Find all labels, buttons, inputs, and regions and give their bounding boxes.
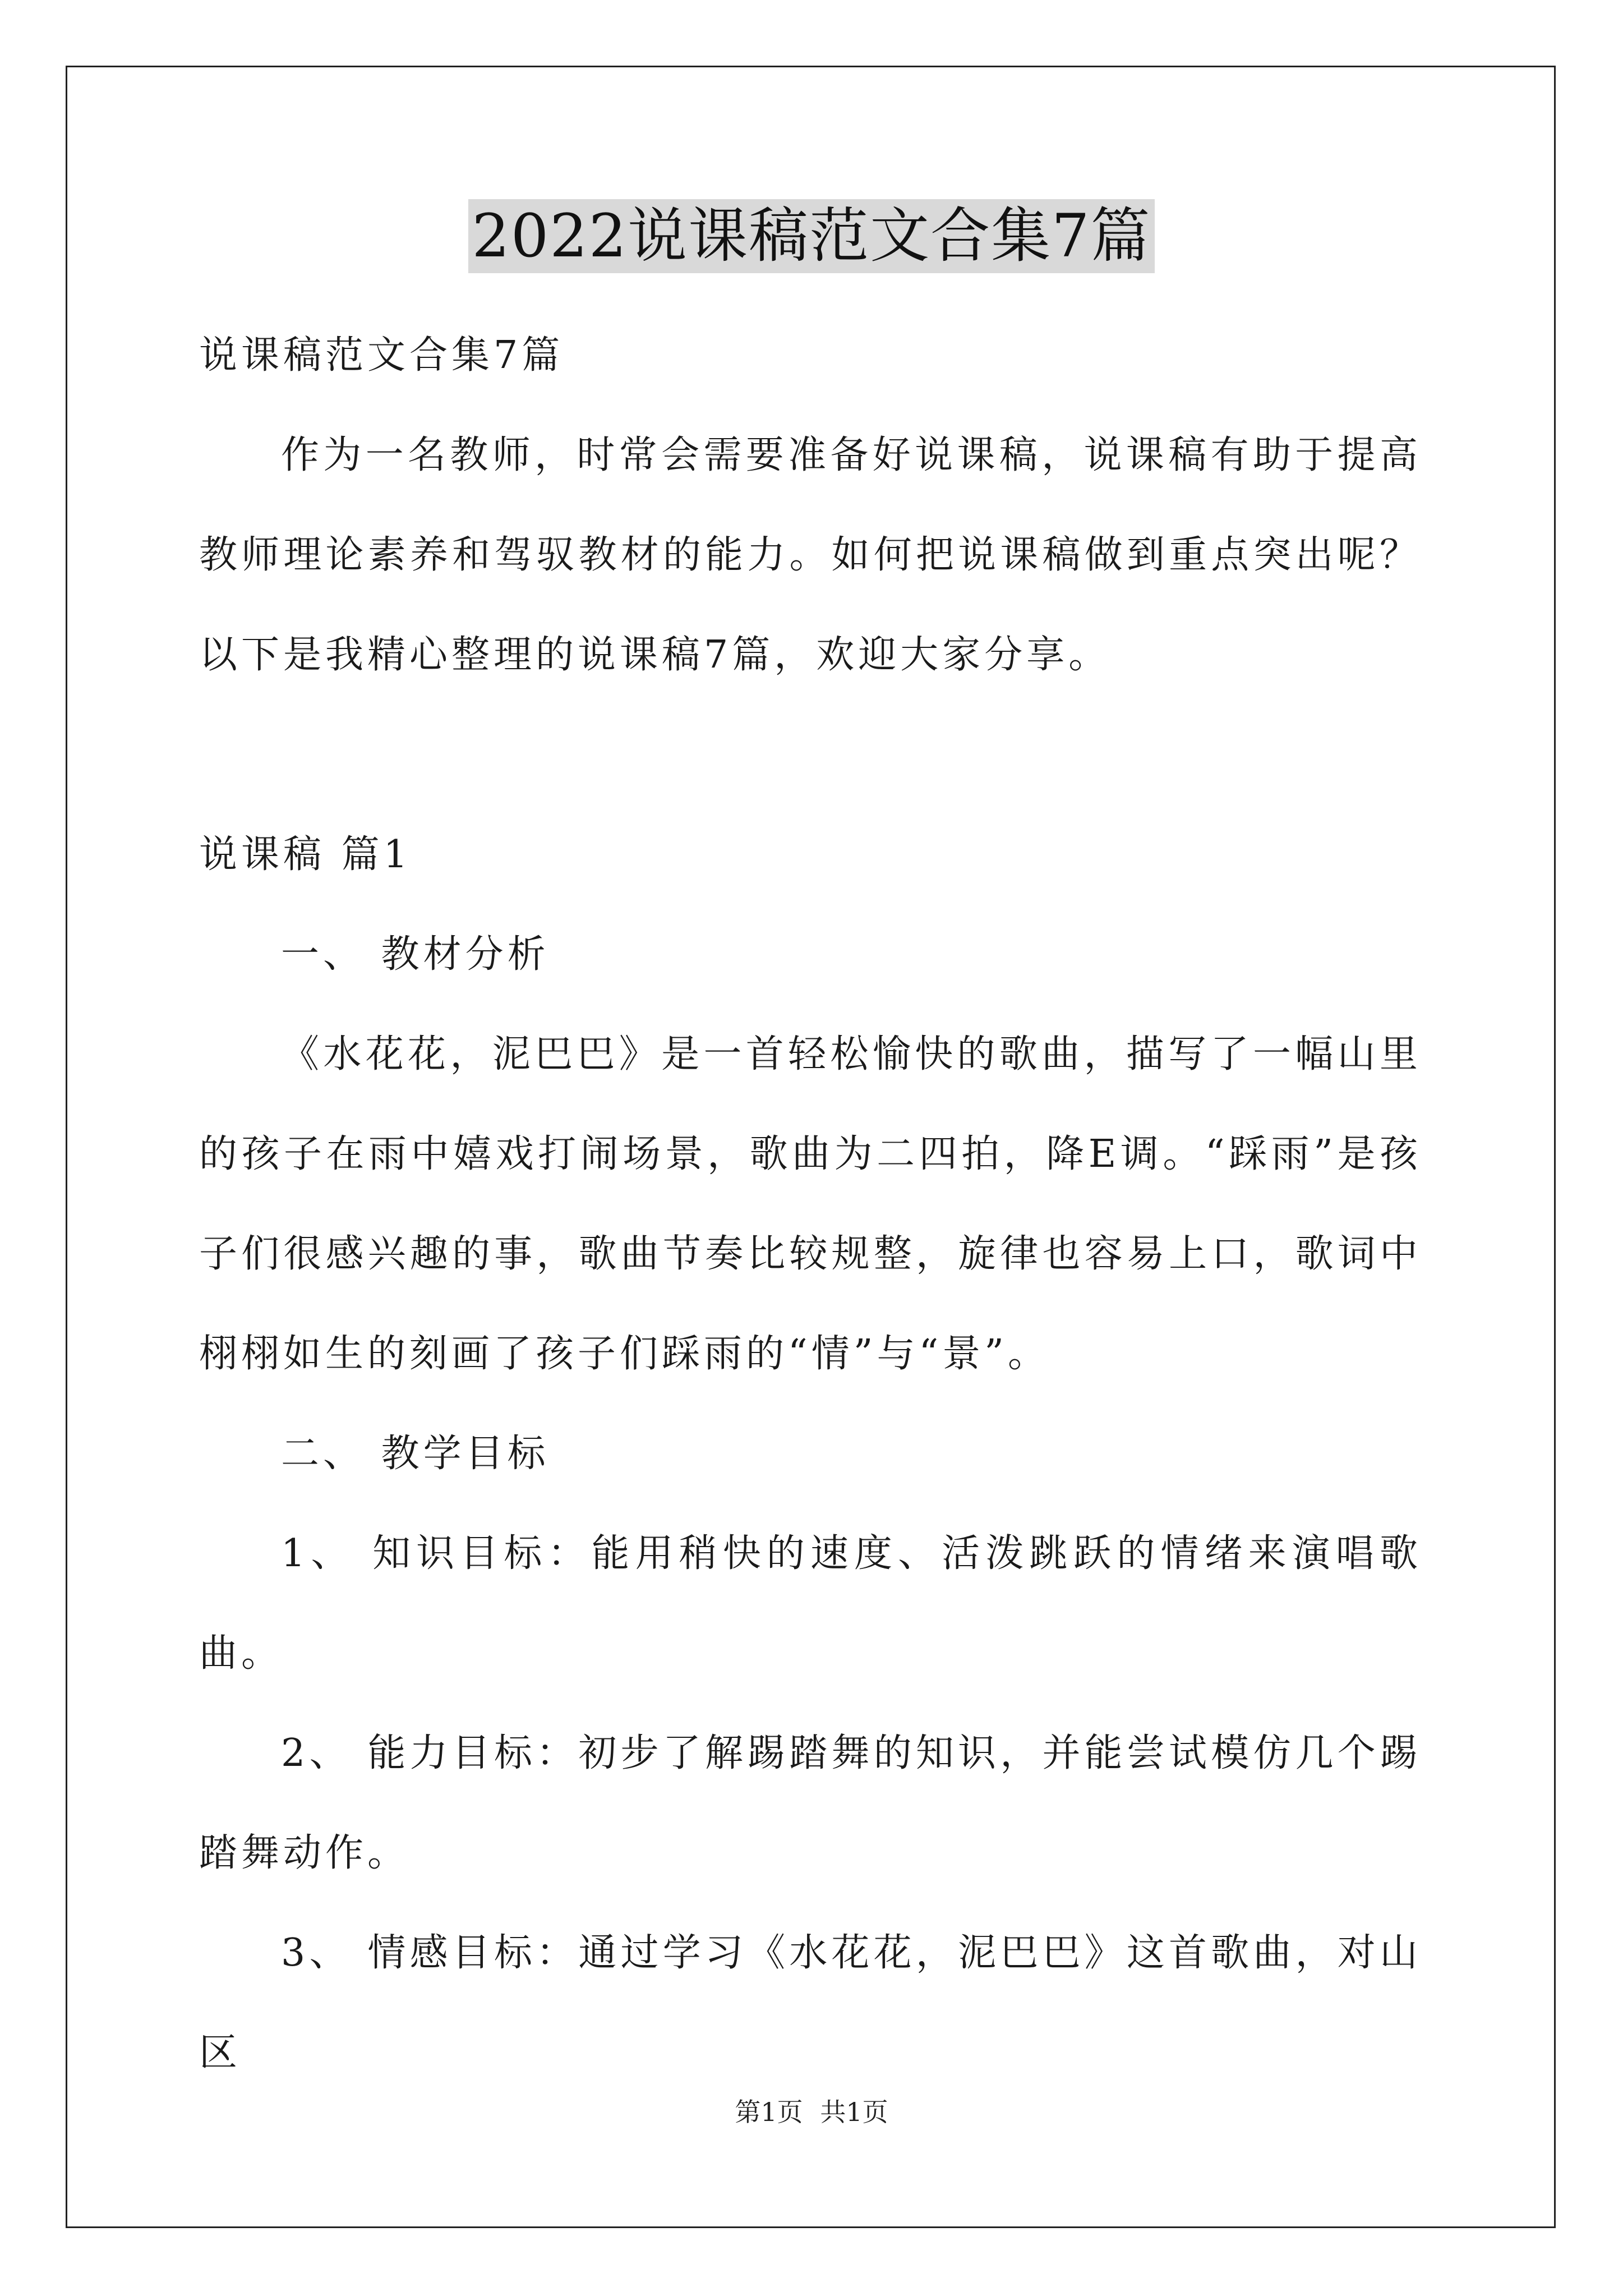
title-container	[0, 199, 1623, 273]
goal-knowledge: 1、 知识目标：能用稍快的速度、活泼跳跃的情绪来演唱歌曲。	[199, 1531, 1422, 1676]
subtitle-line: 说课稿范文合集7篇	[199, 333, 564, 378]
intro-paragraph: 作为一名教师，时常会需要准备好说课稿，说课稿有助于提高教师理论素养和驾驭教材的能力。如何把说课稿做到重点突出呢？以下是我精心整理的说课稿7篇，欢迎大家分享。	[199, 433, 1422, 677]
heading-teaching-goals: 二、 教学目标	[281, 1432, 550, 1476]
page-footer	[0, 2095, 1623, 2129]
section-heading: 说课稿 篇1	[199, 832, 412, 877]
goal-emotion: 3、 情感目标：通过学习《水花花，泥巴巴》这首歌曲，对山区	[199, 1931, 1422, 2075]
document-body	[199, 306, 1422, 2103]
document-title: 2022说课稿范文合集7篇	[468, 199, 1154, 273]
material-analysis-paragraph: 《水花花，泥巴巴》是一首轻松愉快的歌曲，描写了一幅山里的孩子在雨中嬉戏打闹场景，歌曲为二四拍，降E调。“踩雨”是孩子们很感兴趣的事，歌曲节奏比较规整，旋律也容易上口，歌词中栩栩如生的刻画了孩子们踩雨的“情”与“景”。	[199, 1032, 1422, 1376]
page-total: 共1页	[820, 2097, 888, 2127]
paragraph-gap	[199, 705, 1422, 805]
heading-material-analysis: 一、 教材分析	[281, 932, 550, 977]
page-number: 第1页	[735, 2097, 803, 2127]
goal-ability: 2、 能力目标：初步了解踢踏舞的知识，并能尝试模仿几个踢踏舞动作。	[199, 1731, 1422, 1875]
